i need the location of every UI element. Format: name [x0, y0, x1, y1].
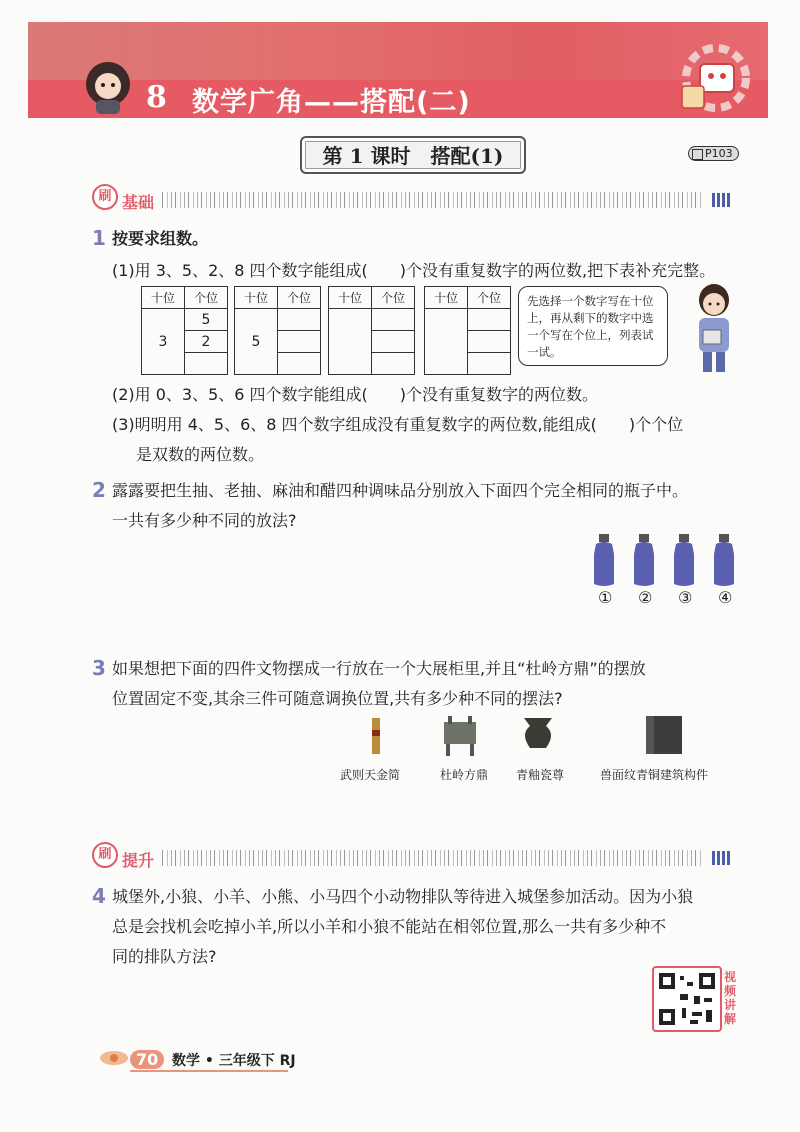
artifact-label: 兽面纹青铜建筑构件 — [600, 768, 709, 782]
table-cell — [329, 309, 372, 375]
section-basic-icon: 刷 — [92, 184, 118, 210]
table-cell: 5 — [185, 309, 228, 331]
table-cell — [372, 353, 415, 375]
question-2-line-2: 一共有多少种不同的放法? — [112, 511, 297, 530]
bottle-label: ① — [598, 588, 613, 607]
page-number: 70 — [130, 1050, 164, 1069]
qr-code-icon[interactable] — [652, 966, 722, 1032]
table-cell — [278, 309, 321, 331]
footer-underline — [130, 1070, 288, 1072]
question-4-line-3: 同的排队方法? — [112, 947, 217, 966]
table-cell: 3 — [142, 309, 185, 375]
bronze-component-icon — [646, 716, 682, 754]
table-cell — [425, 309, 468, 375]
table-cell: 5 — [235, 309, 278, 375]
table-cell — [185, 353, 228, 375]
table-cell — [468, 353, 511, 375]
table-cell — [468, 331, 511, 353]
lesson-title: 第 1 课时 搭配(1) — [322, 144, 504, 168]
bronze-ding-icon — [444, 716, 476, 756]
signal-bars-icon — [712, 851, 730, 865]
question-4-line-1: 城堡外,小狼、小羊、小熊、小马四个小动物排队等待进入城堡参加活动。因为小狼 — [112, 887, 694, 906]
table-cell — [278, 353, 321, 375]
signal-bars-icon — [712, 193, 730, 207]
question-4-line-2: 总是会找机会吃掉小羊,所以小羊和小狼不能站在相邻位置,那么一共有多少种不 — [112, 917, 667, 936]
robot-gear-icon — [670, 40, 756, 116]
gold-slip-icon — [372, 718, 380, 754]
section-advance-icon: 刷 — [92, 842, 118, 868]
question-1-part-3-line-1: (3)明明用 4、5、6、8 四个数字组成没有重复数字的两位数,能组成( )个个位 — [112, 415, 684, 434]
hint-speech-bubble: 先选择一个数字写在十位上，再从剩下的数字中选一个写在个位上，列表试一试。 — [518, 286, 668, 366]
artifacts-illustration — [340, 712, 740, 762]
section-basic-label: 基础 — [122, 193, 155, 212]
chapter-title: 数学广角——搭配(二) — [192, 87, 471, 118]
artifact-label: 青釉瓷尊 — [516, 768, 565, 782]
question-number: 1 — [92, 226, 106, 250]
question-2-line-1: 露露要把生抽、老抽、麻油和醋四种调味品分别放入下面四个完全相同的瓶子中。 — [112, 481, 689, 500]
bottle-icon — [634, 534, 654, 586]
book-title: 数学 • 三年级下 RJ — [172, 1053, 296, 1069]
question-3-line-1: 如果想把下面的四件文物摆成一行放在一个大展柜里,并且“杜岭方鼎”的摆放 — [112, 659, 646, 678]
place-value-table: 十位 个位 3 5 2 — [141, 286, 228, 375]
textbook-page-ref — [688, 146, 739, 161]
bottle-icon — [594, 534, 614, 586]
question-number: 4 — [92, 884, 106, 908]
table-cell — [468, 309, 511, 331]
section-advance-label: 提升 — [122, 851, 155, 870]
place-value-table: 十位 个位 5 — [234, 286, 321, 375]
celadon-zun-icon — [524, 718, 552, 748]
question-1-part-1: (1)用 3、5、2、8 四个数字能组成( )个没有重复数字的两位数,把下表补充完整。 — [112, 261, 716, 280]
textbook-page-ref-text: P103 — [705, 147, 733, 160]
place-value-table: 十位 个位 — [328, 286, 415, 375]
question-number: 3 — [92, 656, 106, 680]
student-girl-icon — [686, 282, 742, 374]
mascot-icon — [78, 56, 138, 116]
table-cell — [372, 331, 415, 353]
table-cell: 2 — [185, 331, 228, 353]
bottle-icon — [674, 534, 694, 586]
question-1-title: 按要求组数。 — [112, 229, 209, 248]
book-icon — [692, 149, 703, 160]
question-1-part-2: (2)用 0、3、5、6 四个数字能组成( )个没有重复数字的两位数。 — [112, 385, 599, 404]
question-1-part-3-line-2: 是双数的两位数。 — [136, 445, 265, 464]
table-cell — [278, 331, 321, 353]
footer-flower-icon — [98, 1046, 130, 1070]
question-number: 2 — [92, 478, 106, 502]
section-divider — [162, 850, 702, 866]
section-divider — [162, 192, 702, 208]
video-lecture-label: 视频讲解 — [723, 970, 736, 1026]
bottle-label: ② — [638, 588, 653, 607]
bottle-label: ④ — [718, 588, 733, 607]
place-value-table: 十位 个位 — [424, 286, 511, 375]
artifact-label: 杜岭方鼎 — [440, 768, 489, 782]
question-3-line-2: 位置固定不变,其余三件可随意调换位置,共有多少种不同的摆法? — [112, 689, 563, 708]
table-cell — [372, 309, 415, 331]
artifact-label: 武则天金简 — [340, 768, 401, 782]
bottle-label: ③ — [678, 588, 693, 607]
bottle-icon — [714, 534, 734, 586]
chapter-number: 8 — [146, 80, 167, 115]
